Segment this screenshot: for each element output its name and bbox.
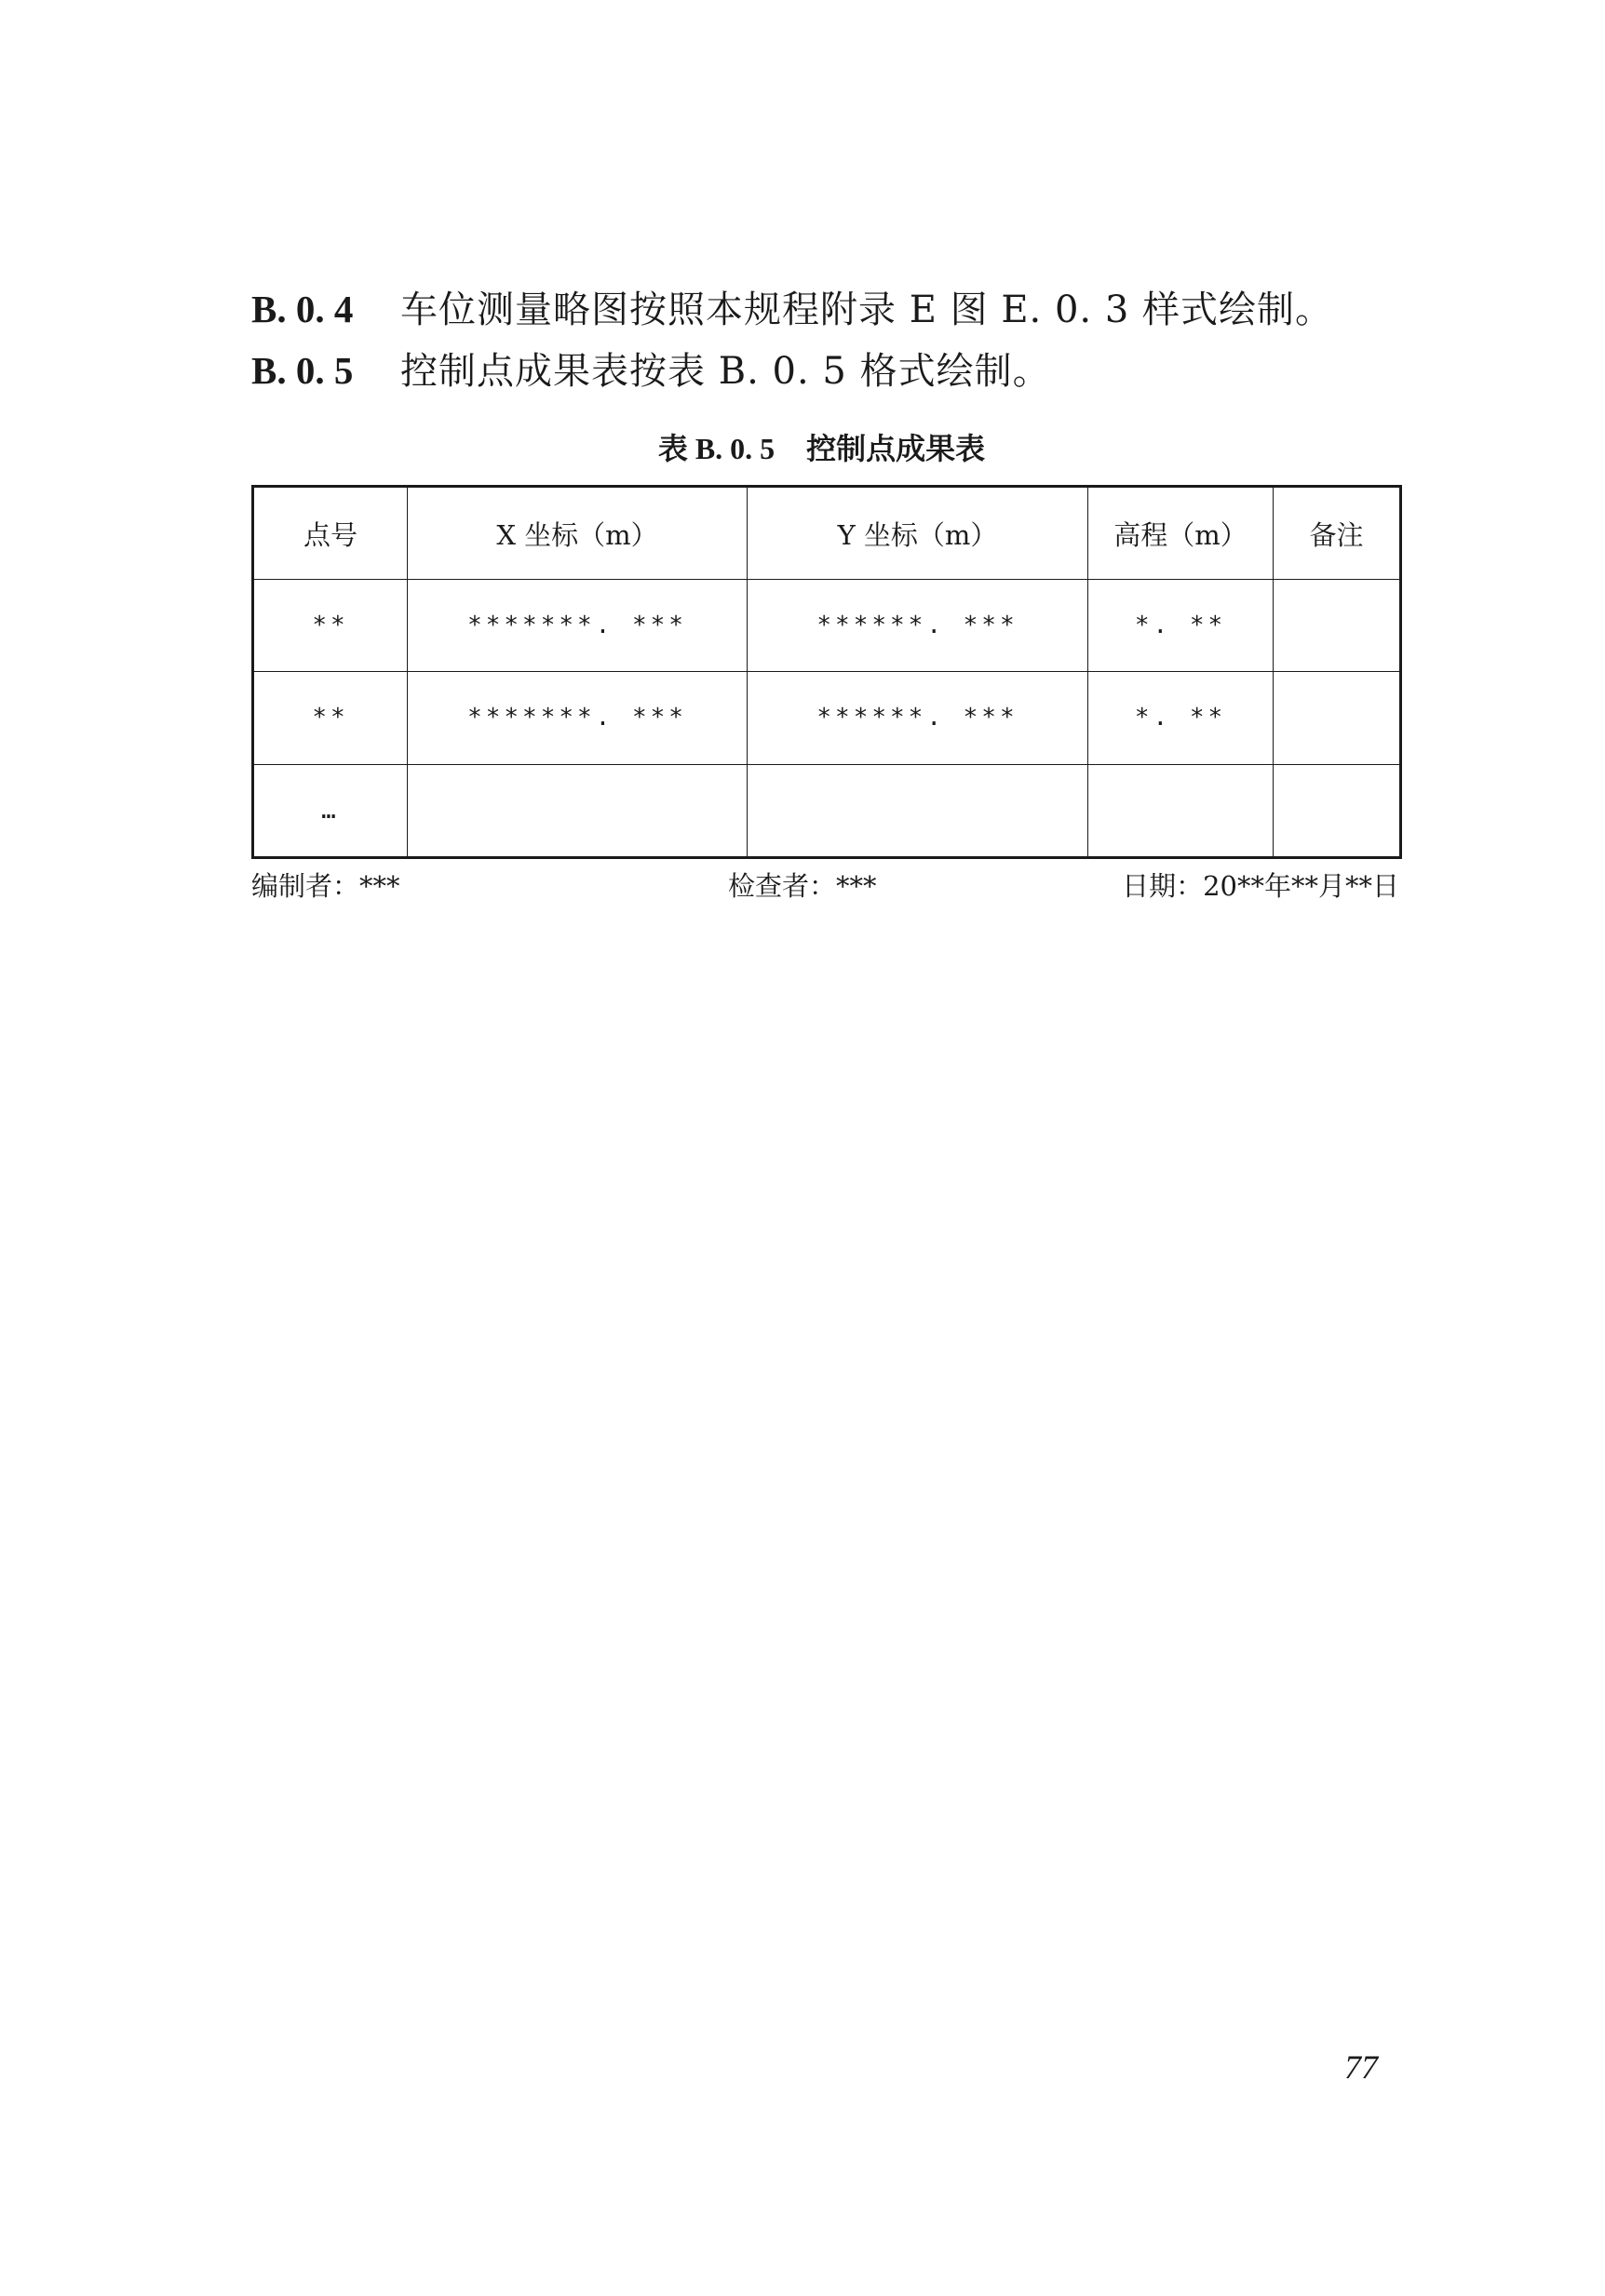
header-remarks: 备注 xyxy=(1274,487,1401,580)
table-row xyxy=(253,764,1401,857)
table-caption-title: 控制点成果表 xyxy=(806,431,986,466)
table-row xyxy=(253,672,1401,764)
cell-y-coordinate: ******. *** xyxy=(748,672,1088,764)
checker-label: 检查者：*** xyxy=(728,870,877,902)
table-footer xyxy=(251,866,1399,906)
header-x-coordinate: X 坐标（m） xyxy=(408,487,748,580)
cell-x-coordinate: *******. *** xyxy=(408,672,748,764)
control-point-results-table xyxy=(251,485,1402,859)
clause-text: 控制点成果表按表 B. 0. 5 格式绘制。 xyxy=(400,350,1051,393)
cell-point-id: … xyxy=(253,764,408,857)
table-caption xyxy=(251,430,1392,467)
cell-elevation: *. ** xyxy=(1088,672,1274,764)
cell-remarks xyxy=(1274,672,1401,764)
cell-point-id: ** xyxy=(253,580,408,672)
cell-elevation xyxy=(1088,764,1274,857)
cell-y-coordinate: ******. *** xyxy=(748,580,1088,672)
cell-y-coordinate xyxy=(748,764,1088,857)
clause-b-0-5 xyxy=(251,344,1051,397)
cell-point-id: ** xyxy=(253,672,408,764)
cell-remarks xyxy=(1274,580,1401,672)
table-caption-number: 表 B. 0. 5 xyxy=(657,432,776,465)
table-header-row xyxy=(253,487,1401,580)
cell-x-coordinate: *******. *** xyxy=(408,580,748,672)
date-label: 日期：20**年**月**日 xyxy=(1122,870,1399,902)
header-elevation: 高程（m） xyxy=(1088,487,1274,580)
cell-elevation: *. ** xyxy=(1088,580,1274,672)
clause-b-0-4 xyxy=(251,283,1333,336)
cell-remarks xyxy=(1274,764,1401,857)
clause-text: 车位测量略图按照本规程附录 E 图 E. 0. 3 样式绘制。 xyxy=(400,289,1334,331)
clause-number: B. 0. 4 xyxy=(251,288,354,330)
cell-x-coordinate xyxy=(408,764,748,857)
header-point-id: 点号 xyxy=(253,487,408,580)
table-row xyxy=(253,580,1401,672)
page-number: 77 xyxy=(1344,2048,1378,2086)
clause-number: B. 0. 5 xyxy=(251,349,354,392)
header-y-coordinate: Y 坐标（m） xyxy=(748,487,1088,580)
compiler-label: 编制者：*** xyxy=(251,870,400,902)
